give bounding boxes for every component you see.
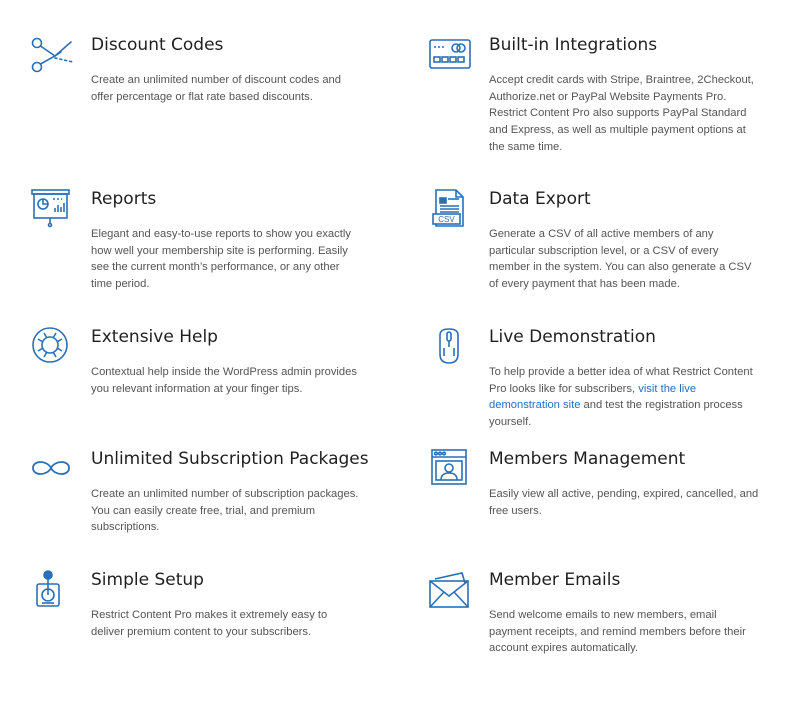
- feature-title: Simple Setup: [91, 570, 204, 590]
- description-text-before: To help provide a better idea of what Restrict Content Pro looks like for subscribers,: [489, 366, 753, 395]
- feature-description: Easily view all active, pending, expired, cancelled, and free users.: [489, 488, 759, 517]
- live-demo-link[interactable]: visit the live demonstration site: [489, 382, 697, 412]
- feature-description: Contextual help inside the WordPress admin provides you relevant information at your finger tips.: [91, 366, 357, 395]
- feature-description: Create an unlimited number of discount codes and offer percentage or flat rate based discounts.: [91, 74, 342, 103]
- lifebuoy-icon: [31, 326, 77, 372]
- feature-description: Create an unlimited number of subscription packages. You can easily create free, trial, and premium subscriptions.: [91, 488, 359, 534]
- feature-description: Restrict Content Pro makes it extremely easy to deliver premium content to your subscribers.: [91, 609, 328, 638]
- svg-text:CSV: CSV: [438, 215, 455, 224]
- feature-title: Built-in Integrations: [489, 35, 658, 55]
- scissors-icon: [31, 34, 77, 80]
- infinity-icon: [31, 448, 77, 494]
- csv-file-icon: [429, 188, 475, 234]
- feature-title: Discount Codes: [91, 35, 224, 55]
- feature-title: Reports: [91, 189, 157, 209]
- description-text-after: and test the registration process yourself.: [489, 399, 743, 429]
- feature-description: Accept credit cards with Stripe, Braintree, 2Checkout, Authorize.net or PayPal Website Payments Pro. Restrict Content Pro also supports PayPal Standard and Express, as well as multiple payment options at the same time.: [489, 74, 754, 153]
- mouse-icon: [429, 326, 475, 372]
- credit-card-icon: [429, 34, 475, 80]
- joystick-icon: [31, 569, 77, 615]
- feature-title: Unlimited Subscription Packages: [91, 449, 369, 469]
- presentation-board-icon: [31, 188, 77, 234]
- feature-title: Member Emails: [489, 570, 621, 590]
- feature-title: Live Demonstration: [489, 327, 656, 347]
- feature-title: Members Management: [489, 449, 686, 469]
- envelope-icon: [429, 569, 475, 615]
- browser-user-icon: [429, 448, 475, 494]
- feature-title: Extensive Help: [91, 327, 218, 347]
- feature-description: Send welcome emails to new members, email payment receipts, and remind members before their account expires automatically.: [489, 609, 746, 655]
- feature-description: Generate a CSV of all active members of any particular subscription level, or a CSV of every member in the system. You can also generate a CSV of every payment that has been made.: [489, 228, 752, 291]
- feature-description: [489, 364, 759, 431]
- feature-title: Data Export: [489, 189, 591, 209]
- feature-description: Elegant and easy-to-use reports to show you exactly how well your membership site is performing. Easily see the current month’s performance, or any other time period.: [91, 228, 351, 291]
